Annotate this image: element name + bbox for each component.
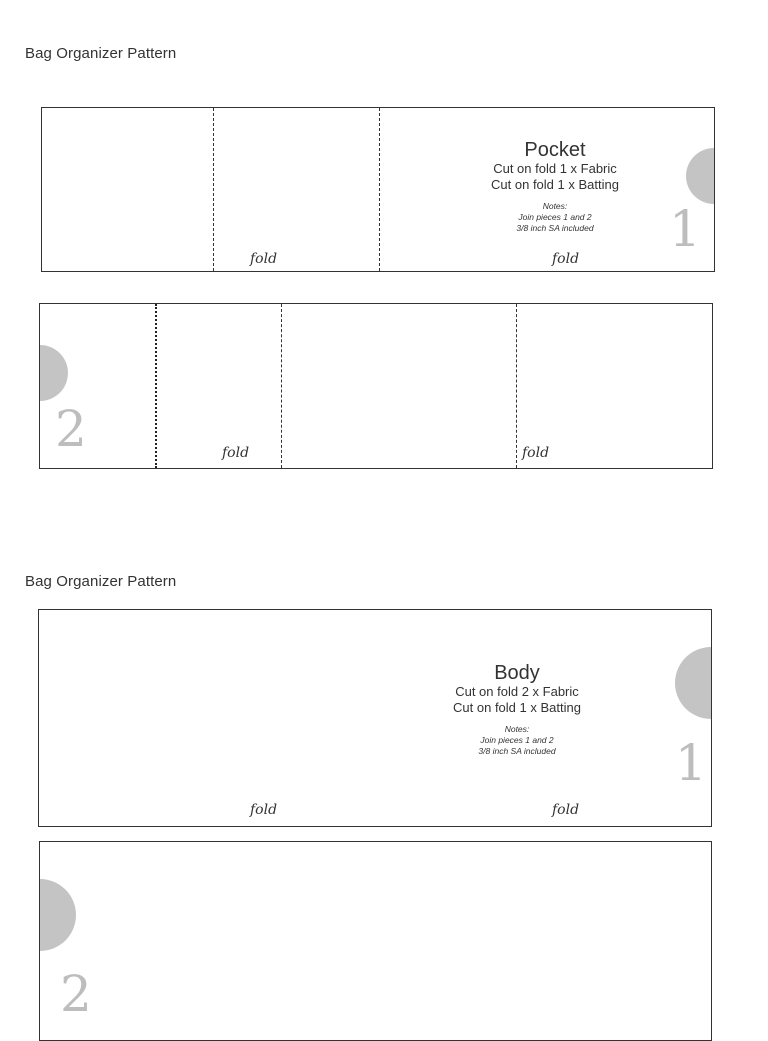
fold-line [516, 304, 517, 468]
fold-label: fold [552, 802, 580, 818]
join-marker-circle [675, 647, 712, 719]
join-marker-circle [39, 345, 68, 401]
piece-number: 1 [675, 734, 707, 792]
piece-number: 2 [60, 965, 92, 1023]
join-marker-circle [39, 879, 76, 951]
join-line [155, 304, 157, 468]
pattern-piece-body-part-2 [39, 841, 712, 1041]
notes-line: Join pieces 1 and 2 [518, 212, 592, 222]
piece-title: Pocket [524, 139, 586, 161]
piece-info [454, 139, 656, 234]
fold-label: fold [522, 445, 550, 461]
cut-instruction: Cut on fold 1 x Batting [453, 700, 581, 715]
page-header: Bag Organizer Pattern [25, 45, 177, 62]
fold-line [379, 108, 380, 271]
piece-info [417, 662, 617, 757]
pattern-piece-pocket-part-2 [39, 303, 713, 469]
cut-instruction: Cut on fold 2 x Fabric [455, 684, 579, 699]
piece-title: Body [494, 662, 540, 684]
notes-heading: Notes: [542, 201, 568, 211]
cut-instruction: Cut on fold 1 x Batting [491, 177, 619, 192]
piece-number: 2 [55, 400, 87, 458]
pattern-piece-pocket-part-1 [41, 107, 715, 272]
fold-label: fold [222, 445, 250, 461]
pattern-piece-body-part-1 [38, 609, 712, 827]
fold-line [281, 304, 282, 468]
fold-label: fold [552, 251, 580, 267]
fold-label: fold [250, 251, 278, 267]
fold-line [213, 108, 214, 271]
notes-line: Join pieces 1 and 2 [480, 735, 554, 745]
page-header: Bag Organizer Pattern [25, 573, 177, 590]
notes-line: 3/8 inch SA included [478, 746, 556, 756]
notes-heading: Notes: [504, 724, 530, 734]
join-marker-circle [686, 148, 715, 204]
piece-number: 1 [669, 200, 701, 258]
fold-label: fold [250, 802, 278, 818]
cut-instruction: Cut on fold 1 x Fabric [493, 161, 617, 176]
notes-line: 3/8 inch SA included [516, 223, 594, 233]
